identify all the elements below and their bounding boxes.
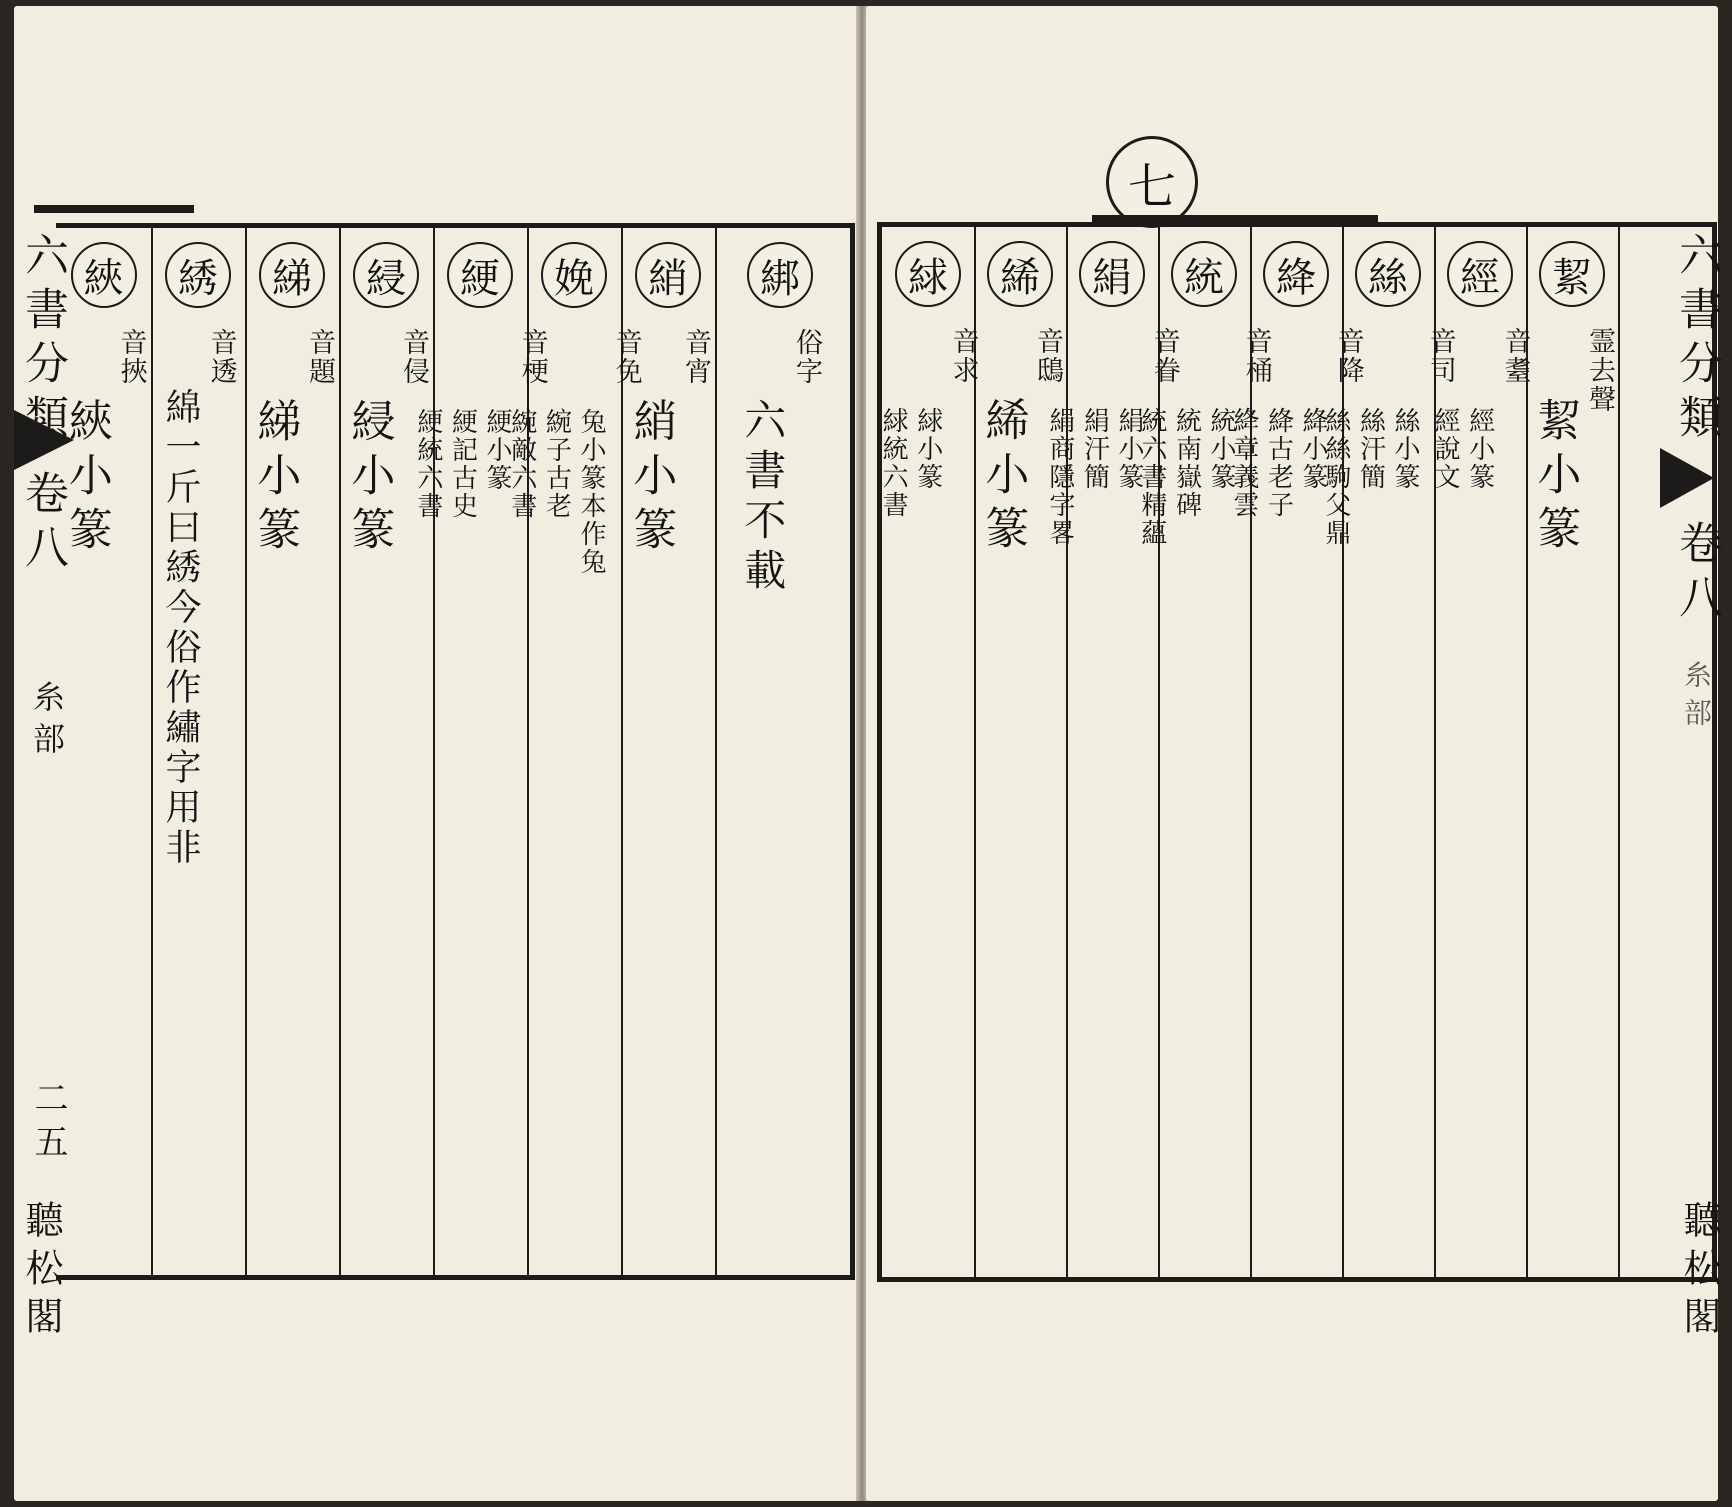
fishtail-mark-right <box>1660 448 1714 508</box>
right-section: 糸部 <box>1680 660 1713 736</box>
head-char: 綊 <box>71 242 137 308</box>
entry-line: 俗字 <box>790 328 822 386</box>
right-margin-title: 六書分類 <box>1671 232 1722 448</box>
left-margin-title: 六書分類 <box>17 232 68 448</box>
entry-line: 音司 <box>1424 327 1456 385</box>
entry-line: 絲小篆 <box>1390 407 1421 491</box>
entry-line: 音透 <box>205 328 237 386</box>
entry-line: 絜小篆 <box>1529 397 1581 559</box>
entry-line: 音桶 <box>1240 327 1272 385</box>
left-folio: 二五 <box>28 1080 68 1168</box>
entry-line: 絳章義雲 <box>1228 407 1259 519</box>
head-char: 經 <box>1447 241 1513 307</box>
entry-line: 絳古老子 <box>1263 407 1294 519</box>
entry-line: 綆小篆 <box>482 408 513 492</box>
head-char: 絿 <box>895 241 961 307</box>
left-text-frame <box>56 223 855 1280</box>
entry-line: 綆記古史 <box>447 408 478 520</box>
top-rule-left <box>34 205 194 213</box>
left-volume: 卷八 <box>17 470 68 578</box>
left-col-5 <box>339 228 433 1275</box>
entry-line: 經說文 <box>1430 407 1461 491</box>
head-char: 綆 <box>447 242 513 308</box>
head-char: 絺 <box>987 241 1053 307</box>
head-char: 綅 <box>353 242 419 308</box>
entry-line: 絳小篆 <box>1298 407 1329 491</box>
entry-line: 綆統六書 <box>412 408 443 520</box>
left-col-6 <box>245 228 339 1275</box>
head-char: 綉 <box>165 242 231 308</box>
right-col-7 <box>974 227 1066 1277</box>
right-publisher: 聽松閣 <box>1677 1200 1721 1344</box>
right-col-8 <box>878 227 979 1277</box>
entry-line: 霊去聲 <box>1584 327 1616 414</box>
entry-line: 音鴟 <box>1032 327 1064 385</box>
entry-line: 綈小篆 <box>249 398 301 560</box>
right-col-1 <box>1526 227 1618 1277</box>
entry-line: 絺小篆 <box>977 397 1029 559</box>
page-number: 七 <box>1106 136 1198 228</box>
entry-line: 絹汗簡 <box>1079 407 1110 491</box>
entry-line: 絹小篆 <box>1114 407 1145 491</box>
entry-line: 音挾 <box>115 328 147 386</box>
entry-line: 綅小篆 <box>343 398 395 560</box>
right-volume: 卷八 <box>1671 520 1722 628</box>
left-col-1 <box>715 228 845 1275</box>
entry-line: 統六書精蘊 <box>1136 407 1167 547</box>
right-text-frame <box>877 222 1717 1282</box>
entry-line: 絲汗簡 <box>1355 407 1386 491</box>
entry-line: 音降 <box>1332 327 1364 385</box>
entry-line: 絿小篆 <box>912 407 943 491</box>
left-publisher: 聽松閣 <box>19 1200 63 1344</box>
head-char: 綃 <box>635 242 701 308</box>
entry-line: 音侵 <box>398 328 430 386</box>
entry-line: 音求 <box>947 327 979 385</box>
head-char: 絲 <box>1355 241 1421 307</box>
head-char: 絹 <box>1079 241 1145 307</box>
entry-line: 絲絲駒父鼎 <box>1320 407 1351 547</box>
left-col-8 <box>56 228 151 1275</box>
left-col-7 <box>151 228 245 1275</box>
left-section: 糸部 <box>28 680 66 764</box>
entry-line: 音耋 <box>1499 327 1531 385</box>
entry-line: 音宵 <box>680 328 712 386</box>
entry-line: 綊小篆 <box>60 398 112 560</box>
entry-line: 綿一斤曰綉今俗作繡字用非 <box>159 388 201 868</box>
head-char: 綈 <box>259 242 325 308</box>
entry-line: 音眷 <box>1148 327 1180 385</box>
entry-line: 綩子古老 <box>541 408 572 520</box>
entry-line: 兔小篆本作兔 <box>576 408 607 576</box>
head-char: 絳 <box>1263 241 1329 307</box>
entry-line: 絿統六書 <box>878 407 909 519</box>
head-char: 統 <box>1171 241 1237 307</box>
entry-line: 音梗 <box>516 328 548 386</box>
head-char: 娩 <box>541 242 607 308</box>
entry-line: 統南嶽碑 <box>1171 407 1202 519</box>
entry-line: 統小篆 <box>1206 407 1237 491</box>
head-char: 綁 <box>747 242 813 308</box>
entry-line: 綩敵六書 <box>506 408 537 520</box>
entry-line: 經小篆 <box>1464 407 1495 491</box>
entry-line: 音題 <box>304 328 336 386</box>
entry-line: 綃小篆 <box>625 398 677 560</box>
head-char: 絜 <box>1539 241 1605 307</box>
entry-line: 絹商隱字畧 <box>1044 407 1075 547</box>
entry-line: 六書不載 <box>738 398 788 598</box>
entry-line: 音免 <box>610 328 642 386</box>
